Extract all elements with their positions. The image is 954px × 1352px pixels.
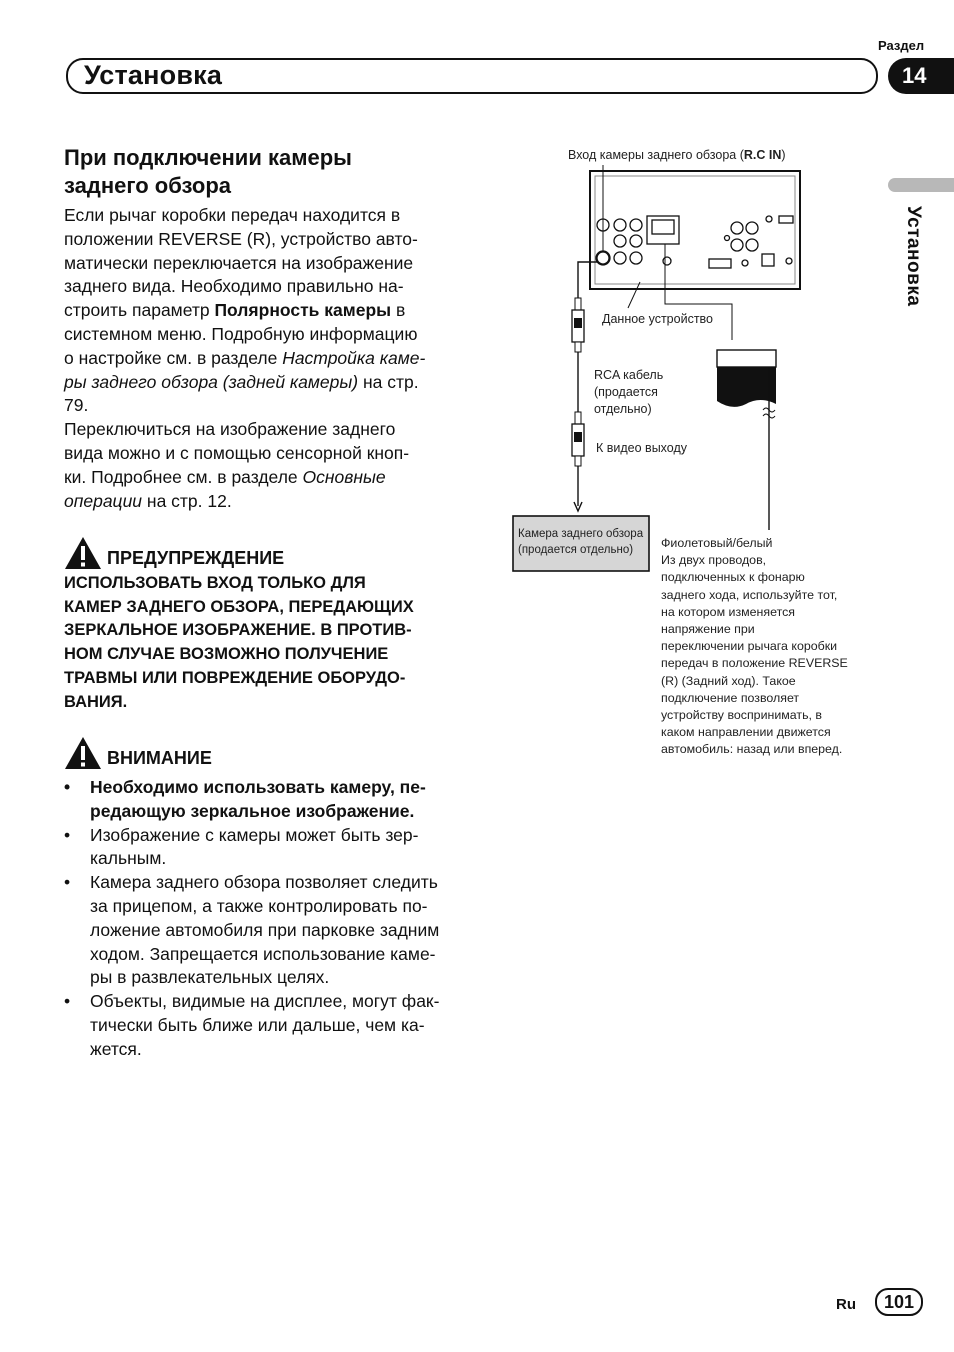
text-span: ки. Подробнее см. в разделе bbox=[64, 466, 303, 487]
text-line bbox=[64, 490, 454, 514]
text-line: системном меню. Подробную информацию bbox=[64, 323, 418, 344]
text-line: Если рычаг коробки передач находится в bbox=[64, 205, 401, 225]
wiring-diagram bbox=[500, 140, 860, 590]
cross-reference: операции bbox=[64, 490, 143, 511]
text-span: на стр. 12. bbox=[142, 490, 232, 511]
language-code: Ru bbox=[836, 1296, 856, 1313]
heading-line: При подключении камеры bbox=[64, 145, 352, 170]
camera-label bbox=[518, 526, 643, 558]
text-line: ВАНИЯ. bbox=[64, 692, 128, 711]
unit-label: Данное устройство bbox=[602, 312, 713, 326]
text-line: подключенных к фонарю bbox=[661, 570, 805, 585]
caution-title: ВНИМАНИЕ bbox=[107, 748, 212, 768]
cross-reference: Настройка каме- bbox=[282, 347, 426, 368]
text-line: отдельно) bbox=[594, 402, 652, 416]
heading-line: заднего обзора bbox=[64, 173, 232, 198]
caution-heading bbox=[64, 736, 212, 770]
text-line: ЗЕРКАЛЬНОЕ ИЗОБРАЖЕНИЕ. В ПРОТИВ- bbox=[64, 621, 412, 640]
text-line: 79. bbox=[64, 395, 89, 416]
text-line: автомобиль: назад или вперед. bbox=[661, 742, 843, 757]
text-line: передач в положение REVERSE bbox=[661, 656, 848, 671]
text-line: каком направлении движется bbox=[661, 725, 831, 740]
rca-cable-label bbox=[594, 367, 663, 418]
violet-wire-note bbox=[661, 535, 861, 759]
rca-plug-upper bbox=[572, 298, 584, 352]
text-line: (продается отдельно) bbox=[518, 544, 634, 556]
text-line: Необходимо использовать камеру, пе- bbox=[90, 777, 426, 797]
text-line: ры в развлекательных целях. bbox=[90, 967, 330, 988]
text-line: на котором изменяется bbox=[661, 604, 796, 619]
intro-paragraph bbox=[64, 204, 454, 513]
text-span: в bbox=[391, 300, 406, 321]
caution-list bbox=[64, 776, 456, 1062]
text-line: ходом. Запрещается использование каме- bbox=[90, 943, 436, 964]
text-line: редающую зеркальное изображение. bbox=[90, 800, 415, 821]
list-item bbox=[64, 824, 456, 872]
text-line: вида можно и с помощью сенсорной кноп- bbox=[64, 442, 410, 463]
text-line: переключении рычага коробки bbox=[661, 639, 838, 654]
page-title: Установка bbox=[84, 60, 223, 90]
section-heading bbox=[64, 144, 444, 200]
side-tab-marker bbox=[888, 178, 954, 192]
chapter-badge: 14 bbox=[888, 58, 954, 94]
bullet: • bbox=[64, 872, 71, 893]
list-item bbox=[64, 776, 456, 824]
list-item bbox=[64, 871, 456, 990]
text-line: тически быть ближе или дальше, чем ка- bbox=[90, 1014, 425, 1035]
text-line: (R) (Задний ход). Такое bbox=[661, 673, 796, 688]
rca-plug-lower bbox=[572, 412, 584, 466]
text-line bbox=[64, 347, 454, 371]
text-span: строить параметр bbox=[64, 300, 215, 321]
text-line: заднего хода, используйте тот, bbox=[661, 587, 838, 602]
text-line: ИСПОЛЬЗОВАТЬ ВХОД ТОЛЬКО ДЛЯ bbox=[64, 574, 366, 592]
text-line: Из двух проводов, bbox=[661, 553, 767, 568]
caution-triangle-icon bbox=[64, 736, 102, 770]
text-line: ТРАВМЫ ИЛИ ПОВРЕЖДЕНИЕ ОБОРУДО- bbox=[64, 668, 406, 687]
warning-heading bbox=[64, 536, 284, 570]
text-line: Фиолетовый/белый bbox=[661, 536, 773, 550]
text-line: КАМЕР ЗАДНЕГО ОБЗОРА, ПЕРЕДАЮЩИХ bbox=[64, 597, 414, 616]
text-line: Изображение с камеры может быть зер- bbox=[90, 824, 419, 845]
bullet: • bbox=[64, 991, 71, 1012]
head-unit-rear-panel bbox=[590, 171, 800, 289]
power-cable-connector bbox=[717, 350, 776, 530]
video-out-label: К видео выходу bbox=[596, 441, 688, 455]
text-line: заднего вида. Необходимо правильно на- bbox=[64, 276, 404, 297]
text-line: ложение автомобиля при парковке задним bbox=[90, 919, 440, 940]
bullet: • bbox=[64, 824, 71, 845]
text-span: о настройке см. в разделе bbox=[64, 347, 283, 368]
text-line: RCA кабель bbox=[594, 368, 664, 382]
text-line bbox=[64, 371, 454, 395]
text-span: на стр. bbox=[358, 371, 419, 392]
text-line: Переключиться на изображение заднего bbox=[64, 419, 396, 440]
section-label: Раздел bbox=[878, 38, 925, 53]
list-item bbox=[64, 990, 456, 1061]
text-line: за прицепом, а также контролировать по- bbox=[90, 895, 428, 916]
text-line: жется. bbox=[90, 1038, 142, 1059]
text-line: НОМ СЛУЧАЕ ВОЗМОЖНО ПОЛУЧЕНИЕ bbox=[64, 645, 389, 664]
text-span: Вход камеры заднего обзора ( bbox=[568, 148, 744, 162]
cross-reference: Основные bbox=[302, 466, 386, 487]
side-tab-label: Установка bbox=[903, 206, 924, 307]
text-line: (продается bbox=[594, 385, 658, 399]
warning-text bbox=[64, 572, 456, 714]
rc-in-term: R.C IN bbox=[743, 148, 782, 162]
rc-in-label bbox=[568, 147, 786, 164]
text-line: Камера заднего обзора позволяет следить bbox=[90, 872, 438, 893]
text-span: ) bbox=[781, 148, 786, 162]
text-line: матически переключается на изображение bbox=[64, 252, 414, 273]
text-line: Объекты, видимые на дисплее, могут фак- bbox=[90, 991, 440, 1012]
page-number: 101 bbox=[875, 1288, 923, 1316]
camera-polarity-term: Полярность камеры bbox=[214, 300, 392, 321]
text-line: Камера заднего обзора bbox=[518, 528, 644, 540]
warning-triangle-icon bbox=[64, 536, 102, 570]
text-line: устройству воспринимать, в bbox=[661, 708, 822, 723]
text-line: подключение позволяет bbox=[661, 690, 800, 705]
text-line: кальным. bbox=[90, 848, 167, 869]
cross-reference: ры заднего обзора (задней камеры) bbox=[64, 371, 359, 392]
bullet: • bbox=[64, 777, 71, 797]
text-line bbox=[64, 466, 454, 490]
text-line bbox=[64, 299, 454, 323]
warning-title: ПРЕДУПРЕЖДЕНИЕ bbox=[107, 548, 285, 568]
text-line: напряжение при bbox=[661, 622, 755, 637]
text-line: положении REVERSE (R), устройство авто- bbox=[64, 228, 418, 249]
